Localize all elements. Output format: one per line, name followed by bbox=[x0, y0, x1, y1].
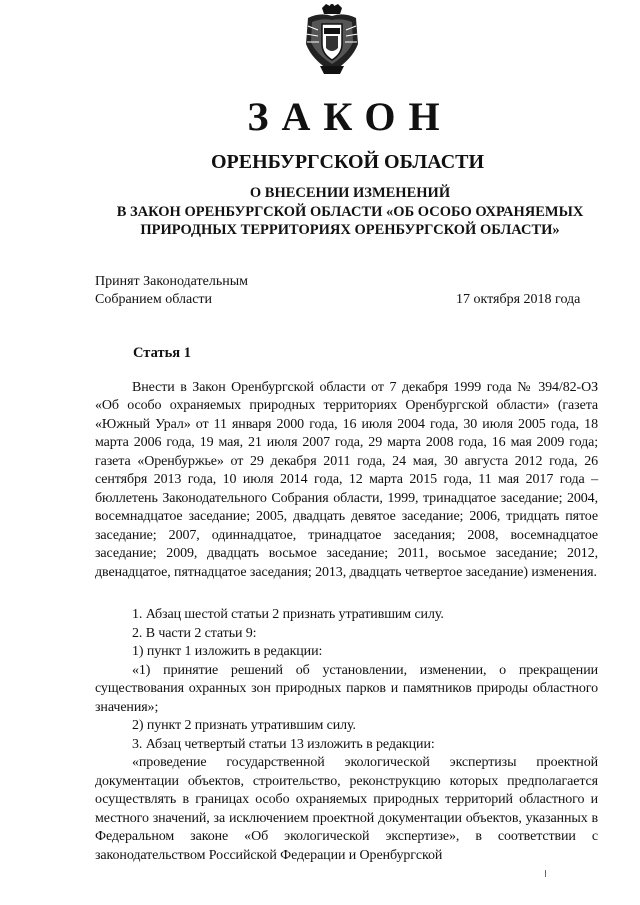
subtitle-line: ПРИРОДНЫХ ТЕРРИТОРИЯХ ОРЕНБУРГСКОЙ ОБЛАСТИ» bbox=[140, 222, 560, 238]
article-items bbox=[95, 606, 598, 865]
list-item: «проведение государственной экологической экспертизы проектной документации объектов, строительство, реконструкцию которых предполагается осуществлять в границах особо охраняемых природных территорий областного и местного значений, за исключением проектной документации объектов, указанных в Федеральном законе «Об экологической экспертизе», в соответствии с законодательством Российской Федерации и Оренбургской bbox=[95, 755, 598, 863]
subtitle-line: О ВНЕСЕНИИ ИЗМЕНЕНИЙ bbox=[249, 185, 451, 201]
adoption-line: Собранием области bbox=[95, 292, 213, 307]
article-intro bbox=[95, 379, 598, 582]
list-item: 2. В части 2 статьи 9: bbox=[132, 625, 257, 641]
adoption-date: 17 октября 2018 года bbox=[456, 292, 581, 307]
list-item: 1) пункт 1 изложить в редакции: bbox=[132, 644, 323, 659]
list-item: «1) принятие решений об установлении, изменении, о прекращении существования охранных зон природных парков и памятников природы областного значения»; bbox=[95, 662, 598, 715]
region-title: ОРЕНБУРГСКОЙ ОБЛАСТИ bbox=[210, 151, 485, 173]
law-title: ЗАКОН bbox=[247, 94, 453, 139]
list-item: 2) пункт 2 признать утратившим силу. bbox=[132, 718, 356, 733]
list-item: 3. Абзац четвертый статьи 13 изложить в редакции: bbox=[132, 736, 435, 752]
scan-speck bbox=[545, 870, 546, 877]
law-subtitle bbox=[0, 184, 640, 240]
adoption-line: Принят Законодательным bbox=[95, 274, 248, 289]
list-item: 1. Абзац шестой статьи 2 признать утратившим силу. bbox=[132, 607, 444, 622]
adoption-note bbox=[95, 273, 248, 309]
orenburg-coat-of-arms-icon bbox=[300, 4, 364, 76]
subtitle-line: В ЗАКОН ОРЕНБУРГСКОЙ ОБЛАСТИ «ОБ ОСОБО ОХРАНЯЕМЫХ bbox=[116, 203, 584, 220]
article-heading: Статья 1 bbox=[133, 345, 191, 361]
intro-paragraph: Внести в Закон Оренбургской области от 7 декабря 1999 года № 394/82-ОЗ «Об особо охраняемых природных территориях Оренбургской области» (газета «Южный Урал» от 11 января 2000 года, 16 июля 2004 года, 30 июля 2005 года, 18 марта 2006 года, 19 мая, 21 июля 2007 года, 29 марта 2008 года, 16 мая 2009 года; газета «Оренбуржье» от 29 декабря 2011 года, 24 мая, 30 августа 2012 года, 26 сентября 2013 года, 10 июля 2014 года, 12 марта 2015 года, 11 мая 2017 года – бюллетень Законодательного Собрания области, 1999, тринадцатое заседание; 2004, восемнадцатое заседание; 2005, двадцать девятое заседание; 2006, тридцать пятое заседание; 2007, одиннадцатое, тринадцатое заседания; 2008, восемнадцатое заседание; 2009, двадцать восьмое заседание; 2011, восьмое заседание; 2012, двенадцатое, пятнадцатое заседания; 2013, двадцать четвертое заседание) изменения. bbox=[95, 380, 598, 580]
